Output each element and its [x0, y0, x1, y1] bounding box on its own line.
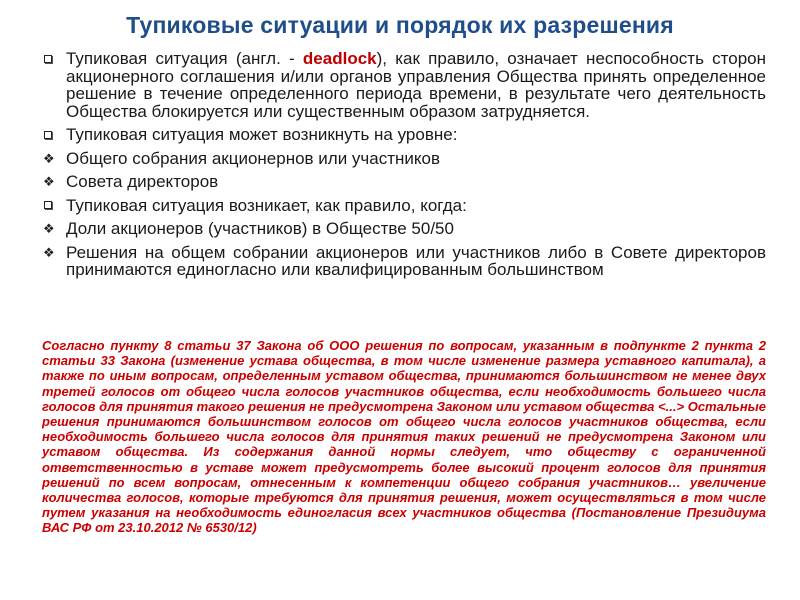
list-item-text: Общего собрания акционернов или участников	[66, 148, 441, 168]
list-item-board	[42, 173, 766, 191]
list-item-text: Тупиковая ситуация возникает, как правило, когда:	[66, 195, 467, 215]
list-item-text	[66, 50, 766, 120]
list-item-when	[42, 197, 766, 215]
list-item-levels	[42, 126, 766, 144]
slide-title: Тупиковые ситуации и порядок их разрешения	[126, 12, 674, 38]
list-item-shares	[42, 220, 766, 238]
diamond-bullet-icon: ❖	[43, 244, 55, 260]
item-text-part: Тупиковая ситуация (англ. -	[66, 49, 303, 68]
diamond-bullet-icon: ❖	[43, 221, 55, 237]
list-item-text: Тупиковая ситуация может возникнуть на уровне:	[66, 125, 458, 144]
square-bullet-icon	[42, 197, 66, 215]
list-item-decisions	[42, 244, 766, 279]
diamond-bullet-icon: ❖	[43, 174, 55, 190]
deadlock-term: deadlock	[302, 49, 377, 68]
list-item-text: Совета директоров	[66, 172, 219, 191]
square-bullet-icon	[42, 50, 66, 68]
list-item-deadlock-definition	[42, 50, 766, 120]
list-item-general-meeting	[42, 150, 766, 168]
square-bullet-icon	[42, 126, 66, 144]
list-item-text: Решения на общем собрании акционеров или участников либо в Совете директоров принимаются единогласно или квалифицированным большинством	[66, 242, 766, 279]
diamond-bullet-icon: ❖	[43, 150, 55, 166]
bullet-list	[42, 50, 766, 285]
item-text-part: ), как правило, означает неспособность сторон акционерного соглашения и/или органов управления Общества принять определенное решение в течение определенного периода времени, в результате чего деятельность Общества блокируется или существенным образом затрудняется.	[66, 49, 766, 121]
legal-note: Согласно пункту 8 статьи 37 Закона об ООО решения по вопросам, указанным в подпункте 2 пункта 2 статьи 33 Закона (изменение устава общества, в том числе изменение размера уставного капитала), а также по иным вопросам, определенным уставом общества, принимаются большинством не менее двух третей голосов от общего числа голосов участников общества, если необходимость большего числа голосов для принятия такого решения не предусмотрена Законом или уставом общества <...> Остальные решения принимаются большинством голосов от общего числа голосов участников общества, если необходимость большего числа голосов для принятия таких решений не предусмотрена Законом или уставом общества. Из содержания данной нормы следует, что обществу с ограниченной ответственностью в уставе может предусмотреть более высокий процент голосов для принятия решений по всем вопросам, отнесенным к компетенции общего собрания участников… увеличение количества голосов, которые требуются для принятия решения, может осуществляться в том числе путем указания на необходимость единогласия всех участников общества (Постановление Президиума ВАС РФ от 23.10.2012 № 6530/12)	[42, 338, 766, 536]
list-item-text: Доли акционеров (участников) в Обществе 50/50	[66, 219, 454, 238]
